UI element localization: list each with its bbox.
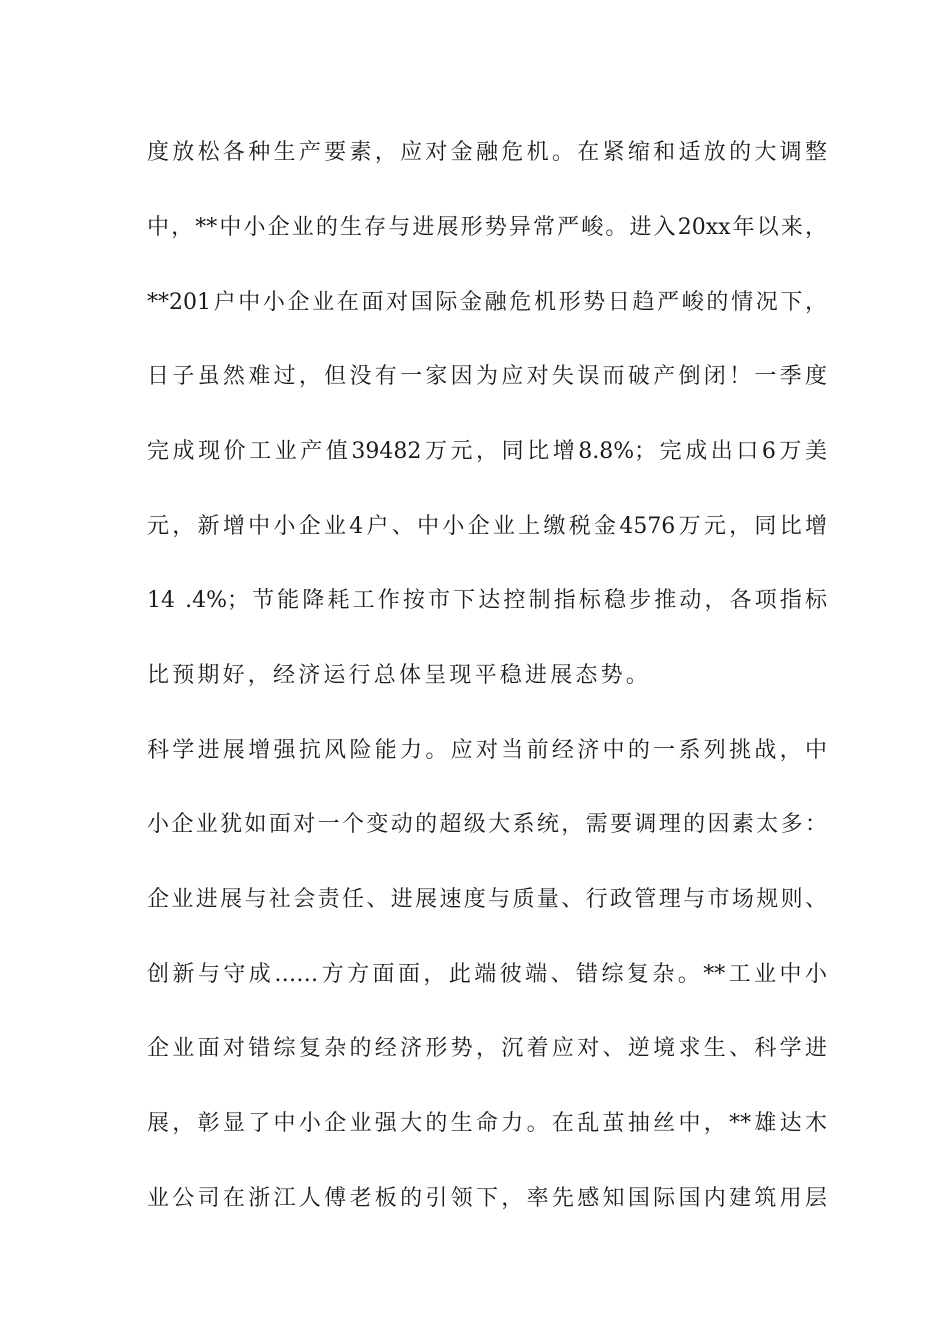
text-line: 完成现价工业产值39482万元，同比增8.8%；完成出口6万美 — [147, 439, 827, 464]
text-line: 元，新增中小企业4户、中小企业上缴税金4576万元，同比增 — [147, 514, 827, 539]
text-line: 企业面对错综复杂的经济形势，沉着应对、逆境求生、科学进 — [147, 1036, 827, 1061]
text-line: 创新与守成……方方面面，此端彼端、错综复杂。**工业中小 — [147, 962, 827, 987]
text-line: 14 .4%；节能降耗工作按市下达控制指标稳步推动，各项指标 — [147, 588, 827, 613]
text-line-paragraph-end: 比预期好，经济运行总体呈现平稳进展态势。 — [147, 663, 652, 688]
text-line: 中，**中小企业的生存与进展形势异常严峻。进入20xx年以来， — [147, 215, 827, 240]
text-line: **201户中小企业在面对国际金融危机形势日趋严峻的情况下， — [147, 290, 827, 315]
text-line: 业公司在浙江人傅老板的引领下，率先感知国际国内建筑用层 — [147, 1186, 827, 1211]
text-line: 展，彰显了中小企业强大的生命力。在乱茧抽丝中，**雄达木 — [147, 1111, 827, 1136]
text-line: 小企业犹如面对一个变动的超级大系统，需要调理的因素太多： — [147, 812, 827, 837]
text-line: 企业进展与社会责任、进展速度与质量、行政管理与市场规则、 — [147, 887, 827, 912]
text-line: 科学进展增强抗风险能力。应对当前经济中的一系列挑战，中 — [147, 738, 827, 763]
text-line: 度放松各种生产要素，应对金融危机。在紧缩和适放的大调整 — [147, 140, 827, 165]
text-line: 日子虽然难过，但没有一家因为应对失误而破产倒闭！一季度 — [147, 364, 827, 389]
